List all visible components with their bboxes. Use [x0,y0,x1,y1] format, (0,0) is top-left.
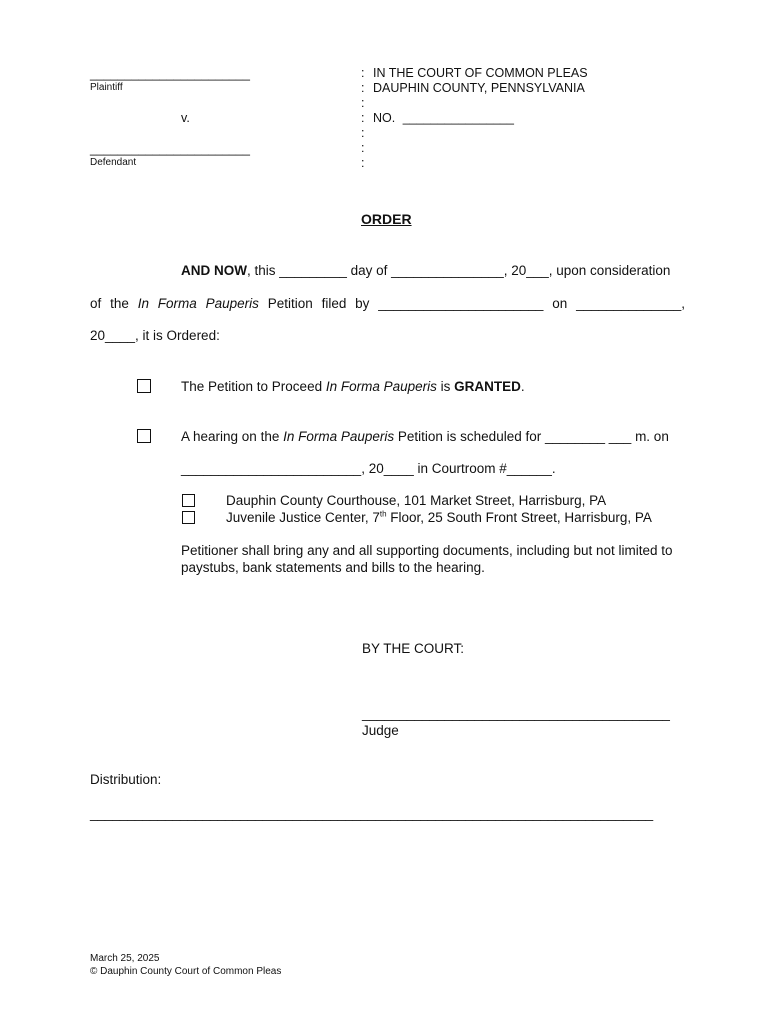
court-name: IN THE COURT OF COMMON PLEAS [373,66,588,80]
petitioner-instructions-line1: Petitioner shall bring any and all supporting documents, including but not limited to [181,543,673,558]
ifp-text: In Forma Pauperis [137,296,259,311]
caption-colon: : [361,111,365,125]
juvenile-center-location [226,510,652,525]
docket-number-blank[interactable]: ________________ [402,111,514,125]
plaintiff-blank[interactable]: _______________________ [90,67,250,81]
granted-is: is [436,379,455,394]
caption-colon-column [361,66,364,171]
courthouse-location: Dauphin County Courthouse, 101 Market Street, Harrisburg, PA [226,493,607,508]
juvenile-center-sup: th [379,509,387,519]
juvenile-center-rest: Floor, 25 South Front Street, Harrisburg, PA [386,510,652,525]
defendant-blank[interactable]: _______________________ [90,142,250,156]
caption-colon: : [361,141,365,155]
hearing-ifp: In Forma Pauperis [283,429,395,444]
distribution-line[interactable]: ___________________________________________________________________________ [90,806,654,821]
docket-number [373,111,514,126]
defendant-label: Defendant [90,157,137,168]
plaintiff-label: Plaintiff [90,82,123,93]
caption-colon: : [361,66,365,80]
versus-label: v. [181,111,190,125]
juvenile-center-pre: Juvenile Justice Center, 7 [226,510,380,525]
hearing-text-pre: A hearing on the [181,429,284,444]
courthouse-checkbox[interactable] [182,494,195,507]
order-title: ORDER [361,211,412,227]
caption-colon: : [361,126,365,140]
footer-date: March 25, 2025 [90,953,160,964]
distribution-label: Distribution: [90,772,162,787]
and-now-label: AND NOW [181,263,247,278]
order-line1-text[interactable]: , this _________ day of _______________, 20___, upon consideration [247,263,671,278]
caption-colon: : [361,96,365,110]
granted-text [181,379,525,394]
hearing-text-line1 [181,429,669,444]
hearing-checkbox[interactable] [137,429,151,443]
court-county: DAUPHIN COUNTY, PENNSYLVANIA [373,81,585,95]
docket-number-label: NO. [373,111,396,125]
petitioner-instructions-line2: paystubs, bank statements and bills to the hearing. [181,560,485,575]
order-paragraph-line3[interactable]: 20____, it is Ordered: [90,328,220,343]
granted-text-pre: The Petition to Proceed [181,379,326,394]
order-paragraph-line1 [181,263,670,278]
of-the-text: of the [90,296,129,311]
juvenile-center-checkbox[interactable] [182,511,195,524]
granted-word: GRANTED [454,379,521,394]
caption-colon: : [361,156,365,170]
judge-label: Judge [362,723,399,738]
hearing-time-blank[interactable]: Petition is scheduled for ________ ___ m. on [394,429,669,444]
footer-copyright: © Dauphin County Court of Common Pleas [90,966,282,977]
hearing-date-courtroom[interactable]: ________________________, 20____ in Courtroom #______. [181,461,556,476]
judge-signature-line[interactable]: _________________________________________ [362,706,670,721]
order-line2-text[interactable]: Petition filed by ______________________ on ______________, [267,296,685,311]
by-the-court-label: BY THE COURT: [362,641,465,656]
caption-colon: : [361,81,365,95]
granted-checkbox[interactable] [137,379,151,393]
granted-period: . [520,379,525,394]
order-paragraph-line2 [90,296,685,311]
granted-ifp: In Forma Pauperis [325,379,437,394]
